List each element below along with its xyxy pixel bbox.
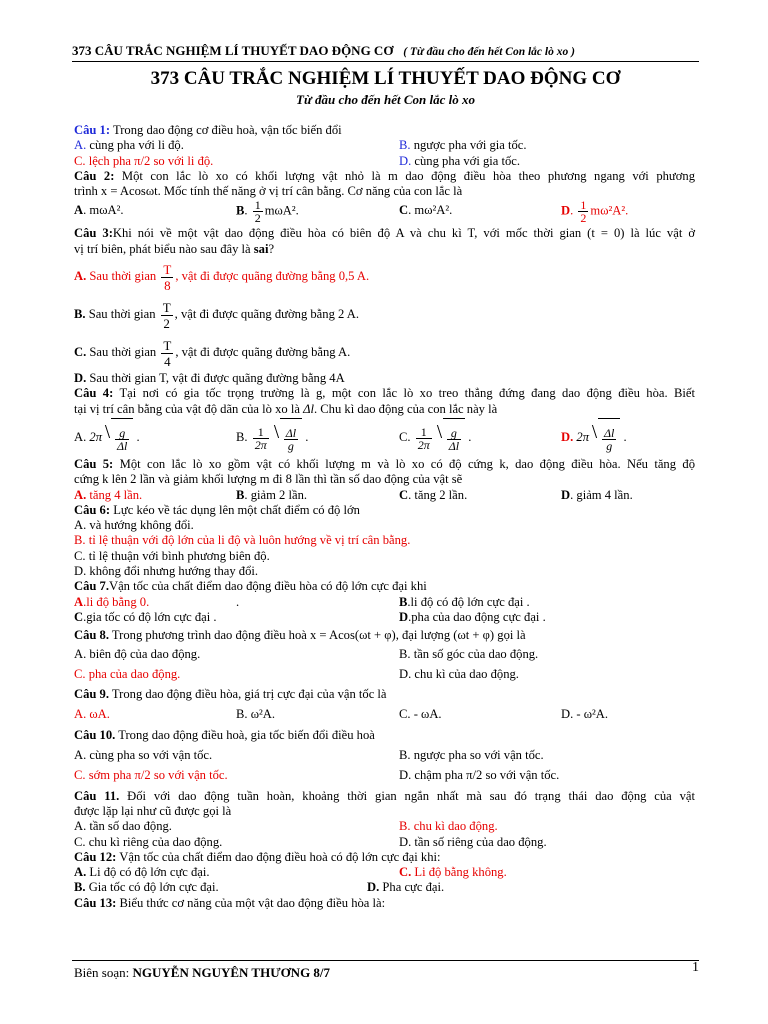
question-label: Câu 7. xyxy=(74,579,109,594)
options-row xyxy=(74,417,695,457)
question-12: Câu 12: Vận tốc của chất điểm dao động điều hoà có độ lớn cực đại khi: xyxy=(74,849,441,864)
option-a-correct: A.li độ bằng 0. xyxy=(74,594,150,609)
option-c: C. Sau thời gian $\frac{T}{4}$ , vật đi được quãng đường bằng A. xyxy=(74,337,351,369)
option-c: C. chu kì riêng của dao động. xyxy=(74,834,223,849)
option-b: B. Sau thời gian $\frac{T}{2}$ , vật đi được quãng đường bằng 2 A. xyxy=(74,299,360,331)
option-b: B. giảm 2 lần. xyxy=(236,487,308,502)
option-c-correct: C. pha của dao động. xyxy=(74,666,181,681)
question-2: Câu 2: Một con lắc lò xo có khối lượng vật nhỏ là m dao động điều hòa theo phương ngang với phương xyxy=(74,168,695,183)
option-a: A. Li độ có độ lớn cực đại. xyxy=(74,865,210,880)
question-label: Câu 10. xyxy=(74,727,116,742)
option-b: B. $\frac{1}{2\pi}$ $\frac{\Delta l}{g}$ . xyxy=(236,417,308,459)
options-row: A.li độ bằng 0. . B.li độ có độ lớn cực đại . xyxy=(74,594,530,609)
options-row xyxy=(74,880,695,895)
option-b: B.li độ có độ lớn cực đại . xyxy=(399,594,530,609)
option-d: D. chậm pha π/2 so với vận tốc. xyxy=(399,768,560,783)
running-header xyxy=(72,43,699,62)
footer-author: NGUYỄN NGUYÊN THƯƠNG 8/7 xyxy=(132,965,331,980)
question-label: Câu 12: xyxy=(74,849,117,864)
options-row xyxy=(74,707,695,722)
question-label: Câu 8. xyxy=(74,628,109,643)
option-d: D. không đổi nhưng hướng thay đổi. xyxy=(74,564,259,579)
option-b: B. ngược pha với gia tốc. xyxy=(399,138,527,153)
option-c: C.gia tốc có độ lớn cực đại . xyxy=(74,609,217,624)
question-10: Câu 10. Trong dao động điều hoà, gia tốc biến đổi điều hoà xyxy=(74,727,375,742)
option-a: A. 2π $\frac{g}{\Delta l}$ . xyxy=(74,417,140,459)
options-row xyxy=(74,198,695,226)
option-d: D. tần số riêng của dao động. xyxy=(399,834,547,849)
options-row xyxy=(74,647,695,662)
footer-prefix: Biên soạn: xyxy=(74,965,133,980)
option-b-correct: B. chu kì dao động. xyxy=(399,819,498,834)
options-row xyxy=(74,610,695,625)
option-d: D. giảm 4 lần. xyxy=(561,487,633,502)
page-footer xyxy=(74,960,699,981)
question-text: trình x = Acosωt. Mốc tính thế năng ở vị trí cân bằng. Cơ năng của con lắc là xyxy=(74,184,463,199)
question-13: Câu 13: Biểu thức cơ năng của một vật dao động điều hòa là: xyxy=(74,895,386,910)
question-label: Câu 1: xyxy=(74,123,111,137)
option-d: D. - ω²A. xyxy=(561,707,609,722)
question-list: Câu 1: Trong dao động cơ điều hoà, vận tốc biến đổi A. cùng pha với li độ. B. ngược pha với gia tốc. C. lệch pha π/2 so với li độ. D. cùng pha với gia tốc. Câu 2: Một con lắc lò xo có khối lượng vật nhỏ là m dao động điều hòa theo phương ngang với phương trình x = Acosωt. Mốc tính thế năng ở vị trí cân bằng. Cơ năng của con lắc là A. mωA². B. $\frac{1}{2}$ mωA². C. mω²A². D. $\frac{1}{2}$ mω²A². Câu 3:Khi nói về một vật dao động điều hòa có biên độ A và chu kì T, với mốc thời gian (t = 0) là lúc vật ở vị trí biên, phát biểu nào sau đây là sai? A. Sau thời gian $\frac{T}{8}$ , vật đi được quãng đường bằng 0,5 A. B. Sau thời gian $\frac{T}{2}$ , vật đi được quãng đường bằng 2 A. C. Sau thời gian $\frac{T}{4}$ , vật đi được quãng đường bằng A. D. Sau thời gian T, vật đi được quãng đường bằng 4A Câu 4: Tại nơi có gia tốc trọng trường là g, một con lắc lò xo treo thẳng đứng đang dao động điều hòa. Biết tại vị trí cân bằng của vật độ dãn của lò xo là Δl. Chu kì dao động của con lắc này là A. 2π $\frac{g}{\Delta l}$ . B. $\frac{1}{2\pi}$ $\frac{\Delta l}{g}$ . C. $\frac{1}{2\pi}$ $\frac{g}{\Delta l}$ . D. 2π $\frac{\Delta l}{g}$ . Câu 5: Một con lắc lò xo gồm vật có khối lượng m và lò xo có độ cứng k, dao động điều hòa. Nếu tăng độ cứng k lên 2 lần và giảm khối lượng m đi 8 lần thì tần số dao động của vật sẽ A. tăng 4 lần. B. giảm 2 lần. C. tăng 2 lần. D. giảm 4 lần. Câu 6: Lực kéo về tác dụng lên một chất điểm có độ lớn A. và hướng không đổi. B. tỉ lệ thuận với độ lớn của li độ và luôn hướng về vị trí cân bằng. C. tỉ lệ thuận với bình phương biên độ. D. không đổi nhưng hướng thay đổi. Câu 7.Vận tốc của chất điểm dao động điều hòa có độ lớn cực đại khi A.li độ bằng 0. . B.li độ có độ lớn cực đại . C.gia tốc có độ lớn cực đại . D.pha của dao động cực đại . Câu 8. Trong phương trình dao động điều hoà x = Acos(ωt + φ), đại lượng (ωt + φ) gọi là A. biên độ của dao động. B. tần số góc của dao động. C. pha của dao động. D. chu kì của dao động. Câu 9. Trong dao động điều hòa, giá trị cực đại của vận tốc là A. ωA. B. ω²A. C. - ωA. D. - ω²A. Câu 10. Trong dao động điều hoà, gia tốc biến đổi điều hoà A. cùng pha so với vận tốc. B. ngược pha so với vận tốc. C. sớm pha π/2 so với vận tốc. D. chậm pha π/2 so với vận tốc. Câu 11. Đối với dao động tuần hoàn, khoảng thời gian ngắn nhất mà sau đó trạng thái dao động của vật được lặp lại như cũ được gọi là A. tần số dao động. B. chu kì dao động. C. chu kì riêng của dao động. D. tần số riêng của dao động. Câu 12: Vận tốc của chất điểm dao động điều hoà có độ lớn cực đại khi: A. Li độ có độ lớn cực đại. C. Li độ bằng không. B. Gia tốc có độ lớn cực đại. D. Pha cực đại. Câu 13: Biểu thức cơ năng của một vật dao động điều hòa là: xyxy=(74,123,695,910)
question-label: Câu 5: xyxy=(74,456,114,471)
option-c: C. - ωA. xyxy=(399,707,442,722)
option-a: A. biên độ của dao động. xyxy=(74,646,201,661)
option-d-correct: D. 2π $\frac{\Delta l}{g}$ . xyxy=(561,417,627,459)
question-label: Câu 2: xyxy=(74,168,115,183)
page-title: 373 CÂU TRẮC NGHIỆM LÍ THUYẾT DAO ĐỘNG CƠ xyxy=(150,68,621,89)
option-b: B. ω²A. xyxy=(236,707,276,722)
option-a: A. tần số dao động. xyxy=(74,819,172,834)
question-label: Câu 4: xyxy=(74,386,114,401)
options-row xyxy=(74,667,695,682)
options-row xyxy=(74,865,695,880)
question-label: Câu 9. xyxy=(74,687,109,702)
option-c: C. tỉ lệ thuận với bình phương biên độ. xyxy=(74,548,270,563)
option-b: B. Gia tốc có độ lớn cực đại. xyxy=(74,880,219,895)
option-a: A. cùng pha so với vận tốc. xyxy=(74,748,213,763)
option-a-correct: A. Sau thời gian $\frac{T}{8}$ , vật đi được quãng đường bằng 0,5 A. xyxy=(74,261,370,293)
option-a-correct: A. ωA. xyxy=(74,707,110,722)
option-d-correct: D. $\frac{1}{2}$ mω²A². xyxy=(561,198,629,226)
option-a: A. và hướng không đổi. xyxy=(74,518,194,533)
question-text: Trong dao động cơ điều hoà, vận tốc biến đổi xyxy=(110,123,342,137)
option-b: B. ngược pha so với vận tốc. xyxy=(399,748,544,763)
option-b: B. $\frac{1}{2}$ mωA². xyxy=(236,198,299,226)
question-label: Câu 13: xyxy=(74,895,117,910)
option-b-correct: B. tỉ lệ thuận với độ lớn của li độ và luôn hướng về vị trí cân bằng. xyxy=(74,533,411,548)
option-d: D. chu kì của dao động. xyxy=(399,666,519,681)
options-row xyxy=(74,138,695,153)
question-3: Câu 3:Khi nói về một vật dao động điều hòa có biên độ A và chu kì T, với mốc thời gian (t = 0) là lúc vật ở xyxy=(74,226,695,241)
option-c-correct: C. lệch pha π/2 so với li độ. xyxy=(74,153,214,168)
footer-divider xyxy=(72,960,699,961)
question-6: Câu 6: Lực kéo về tác dụng lên một chất điểm có độ lớn xyxy=(74,502,360,517)
option-c-correct: C. sớm pha π/2 so với vận tốc. xyxy=(74,768,228,783)
option-c-correct: C. Li độ bằng không. xyxy=(399,865,507,880)
page-subtitle: Từ đầu cho đến hết Con lắc lò xo xyxy=(296,92,475,107)
page-number: 1 xyxy=(692,960,699,975)
question-label: Câu 3: xyxy=(74,226,113,241)
question-8: Câu 8. Trong phương trình dao động điều hoà x = Acos(ωt + φ), đại lượng (ωt + φ) gọi là xyxy=(74,628,526,643)
question-9: Câu 9. Trong dao động điều hòa, giá trị cực đại của vận tốc là xyxy=(74,687,387,702)
question-7: Câu 7.Vận tốc của chất điểm dao động điều hòa có độ lớn cực đại khi xyxy=(74,579,427,594)
option-d: D. Sau thời gian T, vật đi được quãng đường bằng 4A xyxy=(74,371,345,386)
option-d: D.pha của dao động cực đại . xyxy=(399,609,546,624)
options-row xyxy=(74,768,695,783)
option-a: A. cùng pha với li độ. xyxy=(74,138,184,153)
options-row xyxy=(74,819,695,834)
option-b: B. tần số góc của dao động. xyxy=(399,646,539,661)
options-row xyxy=(74,154,695,169)
option-a-correct: A. tăng 4 lần. xyxy=(74,487,143,502)
question-4: Câu 4: Tại nơi có gia tốc trọng trường là g, một con lắc lò xo treo thẳng đứng đang dao động điều hòa. Biết xyxy=(74,386,695,401)
option-c: C. mω²A². xyxy=(399,203,453,218)
options-row xyxy=(74,488,695,503)
option-d: D. cùng pha với gia tốc. xyxy=(399,153,521,168)
option-a: A. mωA². xyxy=(74,203,124,218)
options-row xyxy=(74,835,695,850)
option-c: C. tăng 2 lần. xyxy=(399,487,468,502)
options-row xyxy=(74,748,695,763)
running-header-title: 373 CÂU TRẮC NGHIỆM LÍ THUYẾT DAO ĐỘNG CƠ xyxy=(72,43,394,58)
option-d: D. Pha cực đại. xyxy=(367,880,445,895)
question-5: Câu 5: Một con lắc lò xo gồm vật có khối lượng m và lò xo có độ cứng k, dao động điều hòa. Nếu tăng độ xyxy=(74,456,695,471)
question-11: Câu 11. Đối với dao động tuần hoàn, khoảng thời gian ngắn nhất mà sau đó trạng thái dao động của vật xyxy=(74,788,695,803)
question-label: Câu 11. xyxy=(74,788,120,803)
question-1 xyxy=(74,123,695,138)
question-label: Câu 6: xyxy=(74,502,111,517)
running-header-subtitle: ( Từ đầu cho đến hết Con lắc lò xo ) xyxy=(403,46,575,58)
option-c: C. $\frac{1}{2\pi}$ $\frac{g}{\Delta l}$ . xyxy=(399,417,471,459)
